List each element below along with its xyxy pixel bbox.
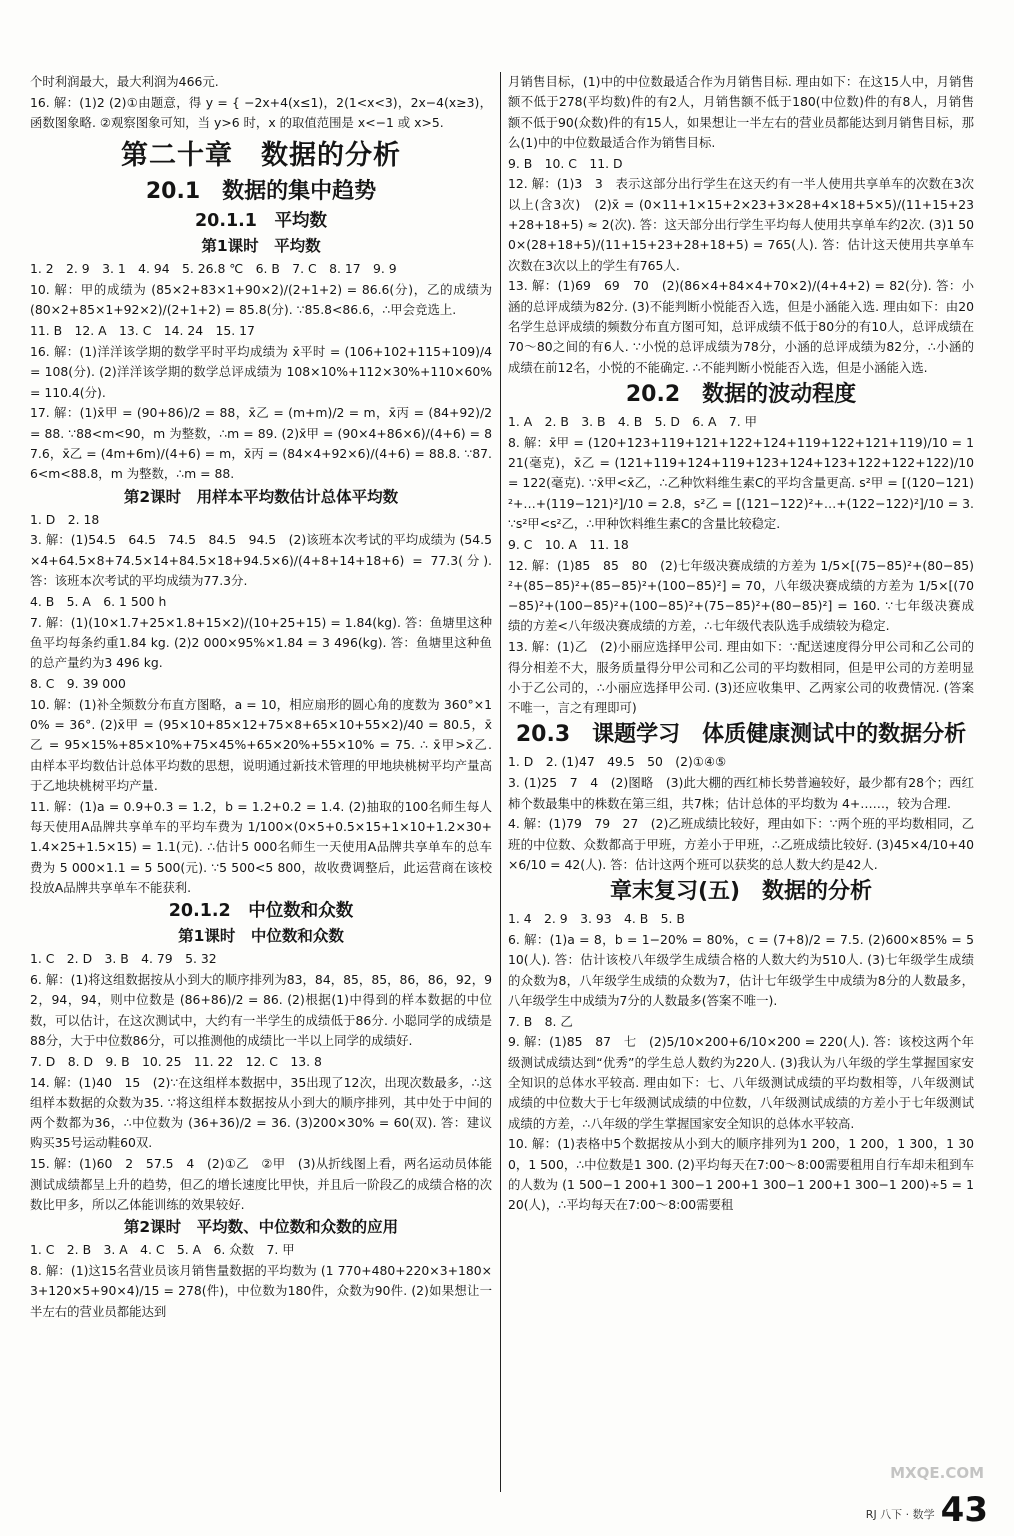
left-heading: 第二十章 数据的分析 [121, 140, 401, 172]
left-paragraph: 10. 解：(1)补全频数分布直方图略，a = 10，相应扇形的圆心角的度数为 360°×10% = 36°. (2)x̄甲 = (95×10+85×12+75×8+65×10+55×2)/40 = 80.5，x̄乙 = 95×15%+85×10%+75×45%+65×20%+55×10% = 75. ∴ x̄甲>x̄乙. 由样本平均数估计总体平均数的思想，说明通过新技术管理的甲地块桃树平均产量高于乙地块桃树平均产量. [30, 696, 492, 794]
left-paragraph: 10. 解：甲的成绩为 (85×2+83×1+90×2)/(2+1+2) = 86.6(分)，乙的成绩为 (80×2+85×1+92×2)/(2+1+2) = 85.8(分). ∵85.8<86.6，∴甲会竞选上. [30, 282, 492, 318]
left-paragraph: 8. 解：(1)这15名营业员该月销售量数据的平均数为 (1 770+480+220×3+180×3+120×5+90×4)/15 = 278(件)，中位数为180件，众数为90件. (2)如果想让一半左右的营业员都能达到 [30, 1262, 492, 1319]
right-paragraph: 7. B 8. 乙 [508, 1013, 573, 1029]
right-column [508, 72, 974, 1496]
left-heading: 第1课时 中位数和众数 [178, 927, 344, 946]
watermark-text: MXQE.COM [890, 1464, 984, 1482]
left-heading: 第1课时 平均数 [201, 237, 321, 256]
left-paragraph: 1. D 2. 18 [30, 511, 100, 527]
left-paragraph: 4. B 5. A 6. 1 500 h [30, 593, 167, 609]
right-paragraph: 1. D 2. (1)47 49.5 50 (2)①④⑤ [508, 754, 727, 770]
left-heading: 20.1.1 平均数 [194, 211, 327, 232]
left-paragraph: 11. B 12. A 13. C 14. 24 15. 17 [30, 323, 255, 339]
right-paragraph: 1. A 2. B 3. B 4. B 5. D 6. A 7. 甲 [508, 413, 758, 429]
column-divider [500, 72, 501, 1492]
right-heading: 20.3 课题学习 体质健康测试中的数据分析 [515, 722, 967, 748]
left-heading: 第2课时 平均数、中位数和众数的应用 [123, 1218, 399, 1237]
right-paragraph: 9. 解：(1)85 87 七 (2)5/10×200+6/10×200 = 220(人). 答：该校这两个年级测试成绩达到“优秀”的学生总人数约为220人. (3)我认为八年级的学生掌握国家安全知识的总体水平较高. 理由如下：七、八年级测试成绩的平均数相等，八年级测试成绩的中位数大于七年级测试成绩的中位数，八年级测试成绩的方差小于七年级测试成绩的方差，∴八年级的学生掌握国家安全知识的总体水平较高. [508, 1034, 974, 1131]
right-paragraph: 9. C 10. A 11. 18 [508, 536, 629, 552]
right-paragraph: 8. 解：x̄甲 = (120+123+119+121+122+124+119+122+121+119)/10 = 121(毫克)，x̄乙 = (121+119+124+119+123+124+123+122+122+122)/10 = 122(毫克). ∵x̄甲<x̄乙，∴乙种饮料维生素C的平均含量更高. s²甲 = [(120−121)²+…+(119−121)²]/10 = 2.8，s²乙 = [(121−122)²+…+(122−122)²]/10 = 3. ∵s²甲<s²乙，∴甲种饮料维生素C的含量比较稳定. [508, 434, 974, 531]
page-footer [866, 1492, 988, 1528]
right-paragraph: 9. B 10. C 11. D [508, 155, 623, 171]
right-paragraph: 6. 解：(1)a = 8，b = 1−20% = 80%，c = (7+8)/2 = 7.5. (2)600×85% = 510(人). 答：估计该校八年级学生成绩合格的人数大约为510人. (3)七年级学生成绩的众数为8，八年级学生成绩的众数为7，估计七年级学生中成绩为8分的人数最多，八年级学生中成绩为7分的人数最多(答案不唯一). [508, 931, 974, 1008]
right-paragraph: 12. 解：(1)85 85 80 (2)七年级决赛成绩的方差为 1/5×[(75−85)²+(80−85)²+(85−85)²+(85−85)²+(100−85)²] = 70，八年级决赛成绩的方差为 1/5×[(70−85)²+(100−85)²+(100−85)²+(75−85)²+(80−85)²] = 160. ∵七年级决赛成绩的方差<八年级决赛成绩的方差，∴七年级代表队选手成绩较为稳定. [508, 557, 974, 634]
right-paragraph: 3. (1)25 7 4 (2)图略 (3)此大棚的西红柿长势普遍较好，最少都有28个；西红柿个数最集中的株数在第三组，共7株；估计总体的平均数为 4+……，较为合理. [508, 775, 974, 811]
footer-label: RJ 八下 · 数学 [865, 1508, 935, 1521]
left-heading: 20.1.2 中位数和众数 [168, 901, 354, 922]
right-heading: 20.2 数据的波动程度 [625, 381, 857, 407]
left-paragraph: 1. 2 2. 9 3. 1 4. 94 5. 26.8 ℃ 6. B 7. C 8. 17 9. 9 [30, 261, 397, 277]
left-paragraph: 7. 解：(1)(10×1.7+25×1.8+15×2)/(10+25+15) = 1.84(kg). 答：鱼塘里这种鱼平均每条约重1.84 kg. (2)2 000×95%×1.84 = 3 496(kg). 答：鱼塘里这种鱼的总产量约为3 496 kg. [30, 614, 492, 671]
left-paragraph: 14. 解：(1)40 15 (2)∵在这组样本数据中，35出现了12次，出现次数最多，∴这组样本数据的众数为35. ∵将这组样本数据按从小到大的顺序排列，其中处于中间的两个数都为36，∴中位数为 (36+36)/2 = 36. (3)200×30% = 60(双). 答：建议购买35号运动鞋60双. [30, 1074, 492, 1151]
right-paragraph: 13. 解：(1)69 69 70 (2)(86×4+84×4+70×2)/(4+4+2) = 82(分). 答：小涵的总评成绩为82分. (3)不能判断小悦能否入选，但是小涵能入选. 理由如下：由20名学生总评成绩的频数分布直方图可知，总评成绩不低于80分的有10人，总评成绩在70～80之间的有6人. ∵小悦的总评成绩为78分，小涵的总评成绩为82分，∴小涵的成绩在前12名，小悦的不能确定. ∴不能判断小悦能否入选，但是小涵能入选. [508, 278, 974, 375]
left-paragraph: 1. C 2. D 3. B 4. 79 5. 32 [30, 951, 217, 967]
right-heading: 章末复习(五) 数据的分析 [609, 879, 873, 905]
right-paragraph: 13. 解：(1)乙 (2)小丽应选择甲公司. 理由如下：∵配送速度得分甲公司和乙公司的得分相差不大，服务质量得分甲公司和乙公司的平均数相同，但是甲公司的方差明显小于乙公司的，∴小丽应选择甲公司. (3)还应收集甲、乙两家公司的收费情况. (答案不唯一，言之有理即可) [508, 639, 974, 716]
left-paragraph: 15. 解：(1)60 2 57.5 4 (2)①乙 ②甲 (3)从折线图上看，两名运动员体能测试成绩都呈上升的趋势，但乙的增长速度比甲快，并且后一阶段乙的成绩合格的次数比甲多，所以乙体能训练的效果较好. [30, 1156, 492, 1212]
left-paragraph: 8. C 9. 39 000 [30, 676, 126, 692]
right-paragraph: 4. 解：(1)79 79 27 (2)乙班成绩比较好，理由如下：∵两个班的平均数相同，乙班的中位数、众数都高于甲班，方差小于甲班，∴乙班成绩比较好. (3)45×4/10+40×6/10 = 42(人). 答：估计这两个班可以获奖的总人数大约是42人. [508, 816, 974, 872]
page-number: 43 [940, 1490, 988, 1530]
left-paragraph: 17. 解：(1)x̄甲 = (90+86)/2 = 88，x̄乙 = (m+m)/2 = m，x̄丙 = (84+92)/2 = 88. ∵88<m<90，m 为整数，∴m = 89. (2)x̄甲 = (90×4+86×6)/(4+6) = 87.6，x̄乙 = (4m+6m)/(4+6) = m，x̄丙 = (84×4+92×6)/(4+6) = 88.8. ∵87.6<m<88.8，m 为整数，∴m = 88. [30, 405, 492, 482]
right-paragraph: 12. 解：(1)3 3 表示这部分出行学生在这天约有一半人使用共享单车的次数在3次以上(含3次) (2)x̄ = (0×11+1×15+2×23+3×28+4×18+5×5)/(11+15+23+28+18+5) ≈ 2(次). 答：这天部分出行学生平均每人使用共享单车约2次. (3)1 500×(28+18+5)/(11+15+23+28+18+5) = 765(人). 答：估计这天使用共享单车次数在3次以上的学生有765人. [508, 176, 974, 273]
left-paragraph: 16. 解：(1)2 (2)①由题意，得 y = { −2x+4(x≤1)，2(1<x<3)，2x−4(x≥3)，函数图象略. ②观察图象可知，当 y>6 时，x 的取值范围是 x<−1 或 x>5. [30, 94, 492, 131]
left-paragraph: 个时利润最大，最大利润为466元. [30, 74, 219, 89]
left-paragraph: 6. 解：(1)将这组数据按从小到大的顺序排列为83，84，85，85，86，86，92，92，94，94，则中位数是 (86+86)/2 = 86. (2)根据(1)中得到的样本数据的中位数，可以估计，在这次测试中，大约有一半学生的成绩低于86分. 小聪同学的成绩是88分，大于中位数86分，可以推测他的成绩比一半以上同学的成绩好. [30, 972, 492, 1048]
right-paragraph: 1. 4 2. 9 3. 93 4. B 5. B [508, 911, 685, 927]
left-paragraph: 11. 解：(1)a = 0.9+0.3 = 1.2，b = 1.2+0.2 = 1.4. (2)抽取的100名师生每人每天使用A品牌共享单车的平均车费为 1/100×(0×5+0.5×15+1×10+1.2×30+1.4×25+1.5×15) = 1.1(元). ∴估计5 000名师生一天使用A品牌共享单车的总车费为 5 000×1.1 = 5 500(元). ∵5 500<5 800，故收费调整后，此运营商在该校投放A品牌共享单车不能获利. [30, 798, 492, 895]
left-paragraph: 7. D 8. D 9. B 10. 25 11. 22 12. C 13. 8 [30, 1053, 322, 1069]
left-paragraph: 3. 解：(1)54.5 64.5 74.5 84.5 94.5 (2)该班本次考试的平均成绩为 (54.5×4+64.5×8+74.5×14+84.5×18+94.5×6)/(4+8+14+18+6) = 77.3(分). 答：该班本次考试的平均成绩为77.3分. [30, 532, 492, 589]
left-heading: 20.1 数据的集中趋势 [145, 179, 377, 205]
left-paragraph: 1. C 2. B 3. A 4. C 5. A 6. 众数 7. 甲 [30, 1242, 295, 1258]
left-column [30, 72, 492, 1496]
right-paragraph: 月销售目标，(1)中的中位数最适合作为月销售目标. 理由如下：在这15人中，月销售额不低于278(平均数)件的有2人，月销售额不低于180(中位数)件的有8人，月销售额不低于90(众数)件的有15人，如果想让一半左右的营业员都能达到月销售目标，那么(1)中的中位数最适合作为销售目标. [508, 74, 974, 150]
left-heading: 第2课时 用样本平均数估计总体平均数 [123, 487, 399, 506]
left-paragraph: 16. 解：(1)洋洋该学期的数学平时平均成绩为 x̄平时 = (106+102+115+109)/4 = 108(分). (2)洋洋该学期的数学总评成绩为 108×10%+112×30%+110×60% = 110.4(分). [30, 344, 492, 400]
right-paragraph: 10. 解：(1)表格中5个数据按从小到大的顺序排列为1 200，1 200，1 300，1 300，1 500，∴中位数是1 300. (2)平均每天在7:00～8:00需要租用自行车却未租到车的人数为 (1 500−1 200+1 300−1 200+1 300−1 200+1 300−1 200)÷5 = 120(人)，∴平均每天在7:00～8:00需要租 [508, 1136, 974, 1213]
